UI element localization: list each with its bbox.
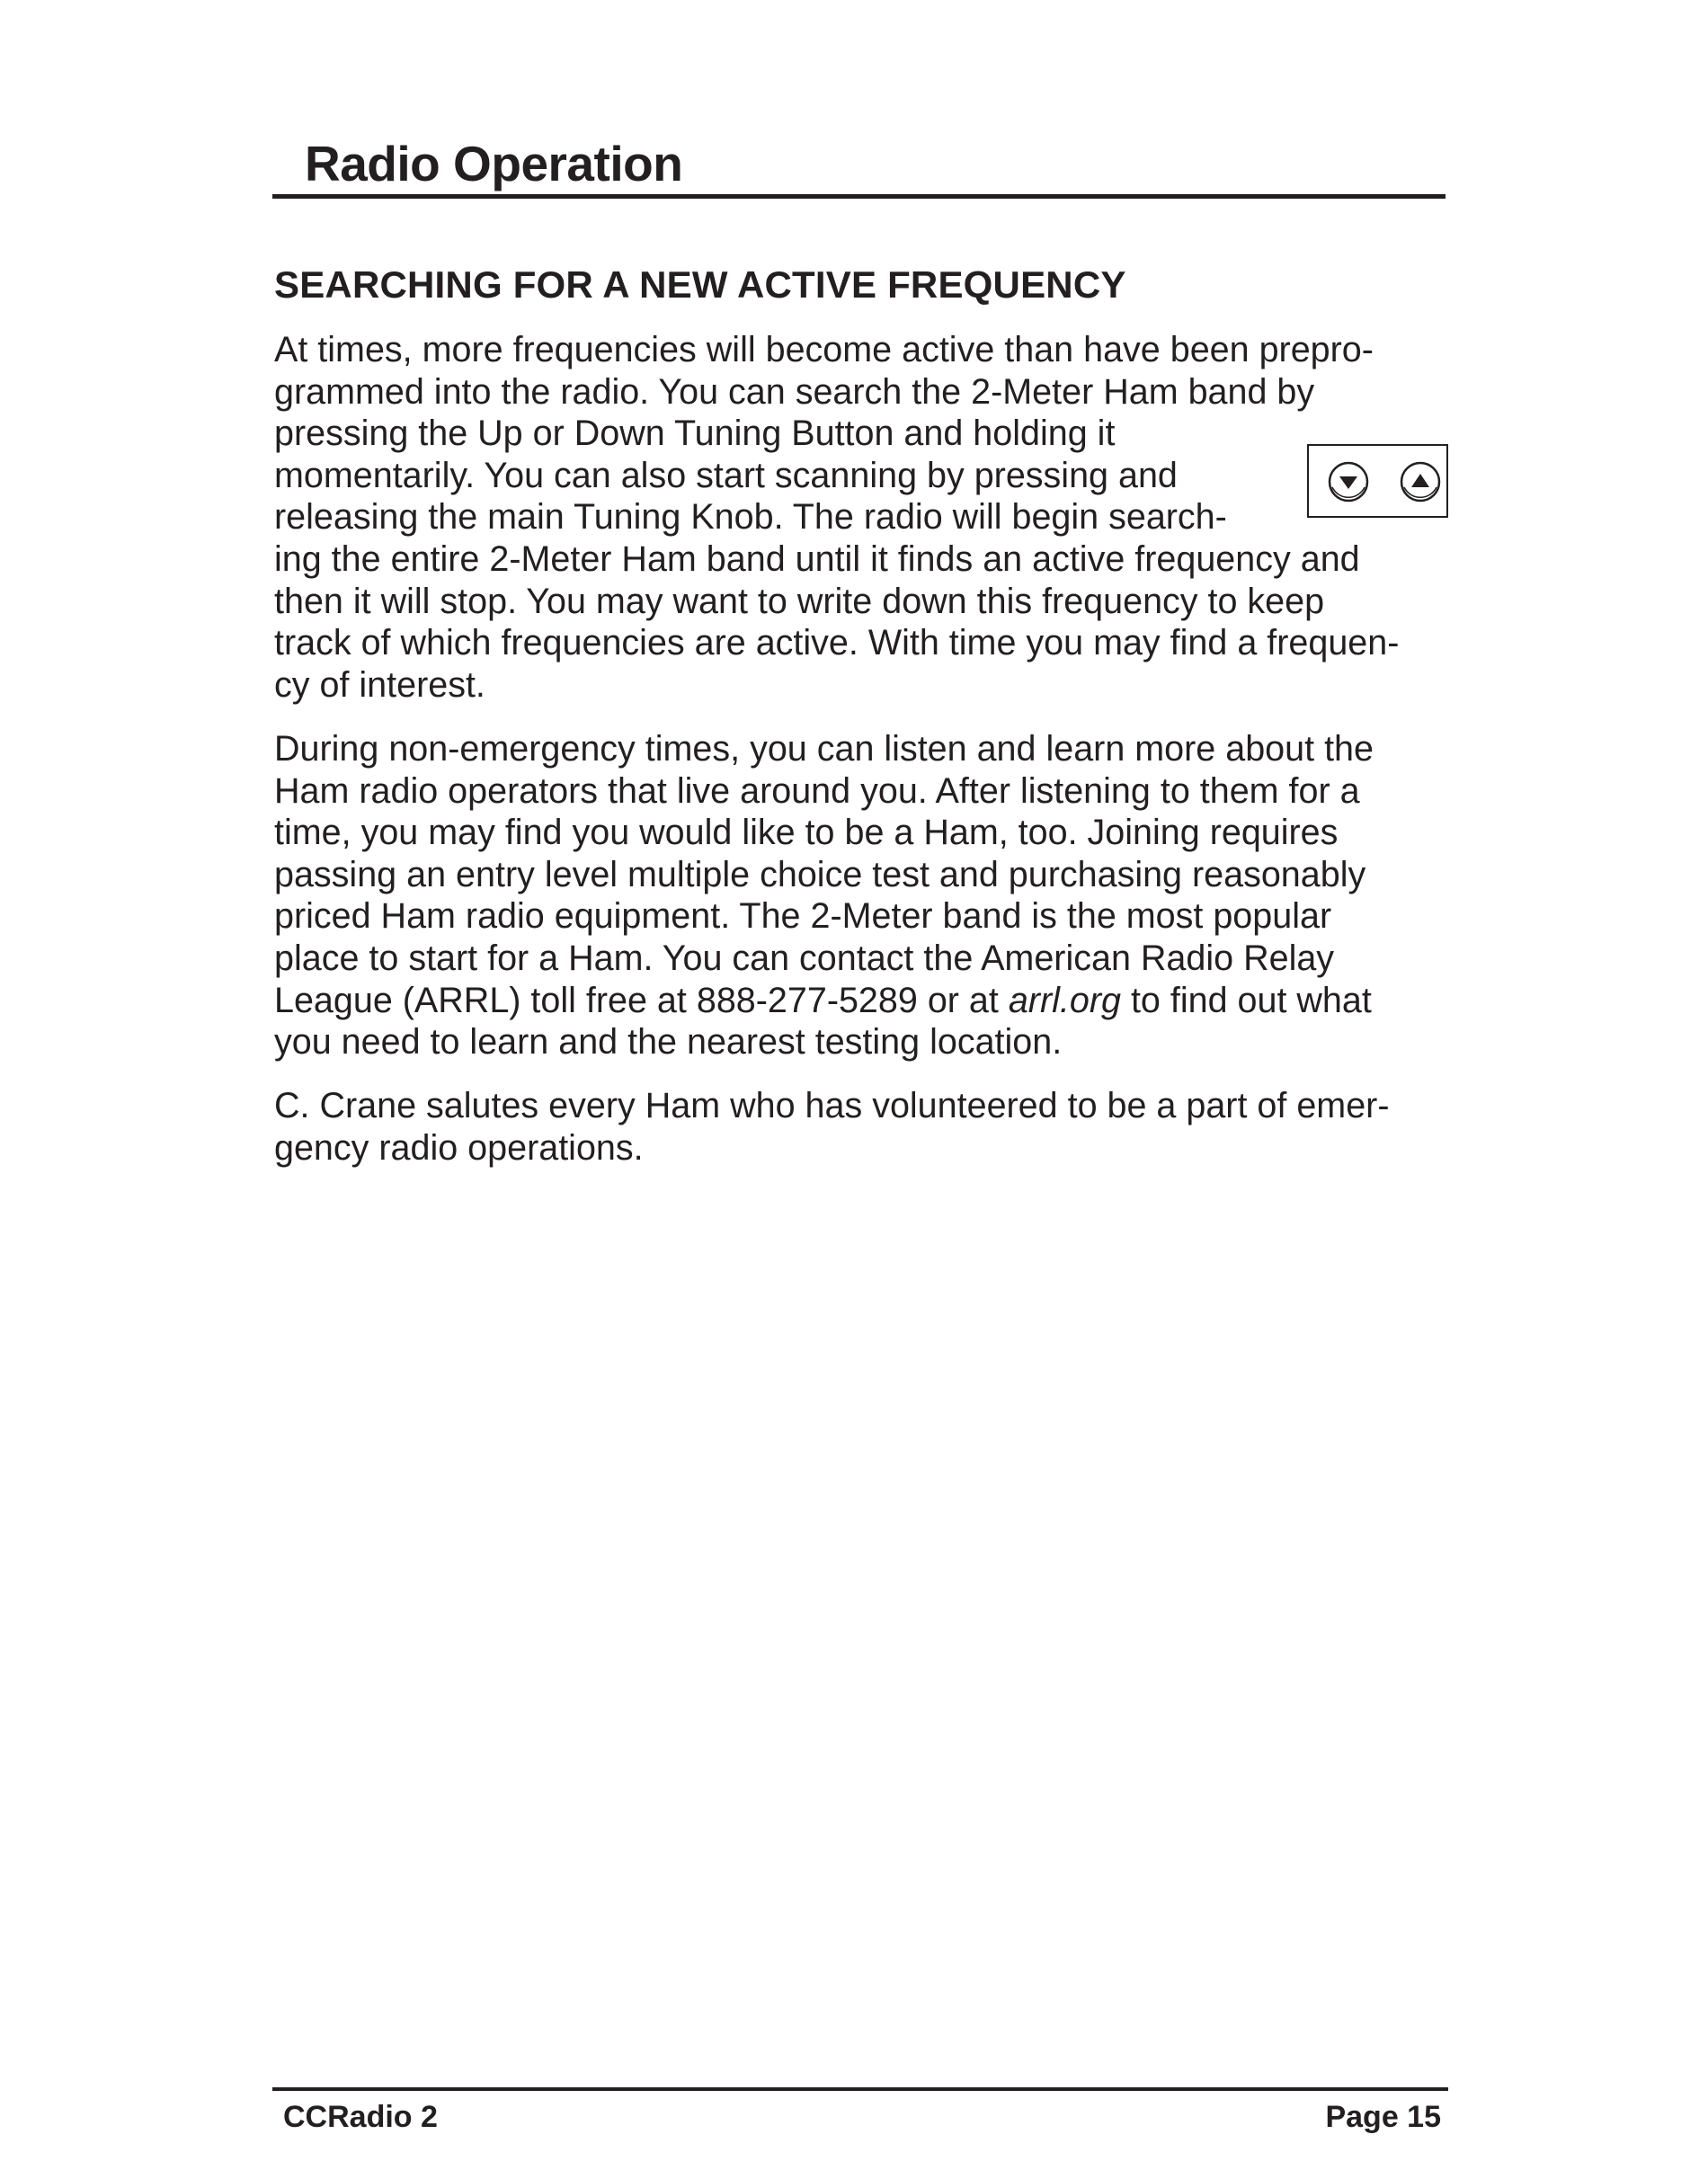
paragraph-line: you need to learn and the nearest testing location. [274, 1022, 1063, 1063]
paragraph-line: C. Crane salutes every Ham who has volunteered to be a part of emer- [274, 1086, 1390, 1125]
tuning-buttons-figure [1307, 444, 1448, 518]
paragraph-line: ing the entire 2-Meter Ham band until it finds an active frequency and [274, 538, 1360, 579]
paragraph-line: track of which frequencies are active. With time you may find a frequen- [274, 623, 1400, 663]
paragraph-line: place to start for a Ham. You can contact the American Radio Relay [274, 938, 1335, 978]
paragraph-line: During non-emergency times, you can listen and learn more about the [274, 729, 1374, 769]
paragraph-line: cy of interest. [274, 664, 485, 705]
page-header-title: Radio Operation [305, 136, 683, 191]
paragraph-salute [274, 1085, 1443, 1169]
paragraph-line: gency radio operations. [274, 1127, 644, 1168]
paragraph-line: releasing the main Tuning Knob. The radio will begin search- [274, 497, 1227, 538]
paragraph-line: momentarily. You can also start scanning by pressing and [274, 455, 1178, 495]
paragraph-line: passing an entry level multiple choice test and purchasing reasonably [274, 854, 1366, 894]
down-arrow-button-icon [1327, 460, 1370, 503]
paragraph-line: priced Ham radio equipment. The 2-Meter band is the most popular [274, 896, 1332, 937]
page-header [272, 135, 1446, 199]
paragraph-searching [274, 329, 1443, 706]
paragraph-line: grammed into the radio. You can search the 2-Meter Ham band by [274, 371, 1315, 412]
footer-page-number: Page 15 [1325, 2100, 1441, 2134]
paragraph-line [274, 980, 1443, 1022]
paragraph-line: time, you may find you would like to be a Ham, too. Joining requires [274, 813, 1339, 853]
footer-product-name: CCRadio 2 [283, 2100, 438, 2134]
paragraph-line: pressing the Up or Down Tuning Button and holding it [274, 414, 1116, 454]
paragraph-line: Ham radio operators that live around you. After listening to them for a [274, 770, 1360, 811]
paragraph-text: League (ARRL) toll free at 888-277-5289 or at [274, 980, 1009, 1020]
paragraph-line: At times, more frequencies will become active than have been prepro- [274, 330, 1374, 369]
paragraph-text: to find out what [1120, 980, 1372, 1020]
page-footer [272, 2087, 1448, 2145]
section-heading: SEARCHING FOR A NEW ACTIVE FREQUENCY [274, 263, 1126, 306]
paragraph-line: then it will stop. You may want to write down this frequency to keep [274, 581, 1325, 621]
paragraph-non-emergency [274, 728, 1443, 1063]
up-arrow-button-icon [1399, 460, 1442, 503]
arrl-link[interactable]: arrl.org [1008, 980, 1121, 1020]
